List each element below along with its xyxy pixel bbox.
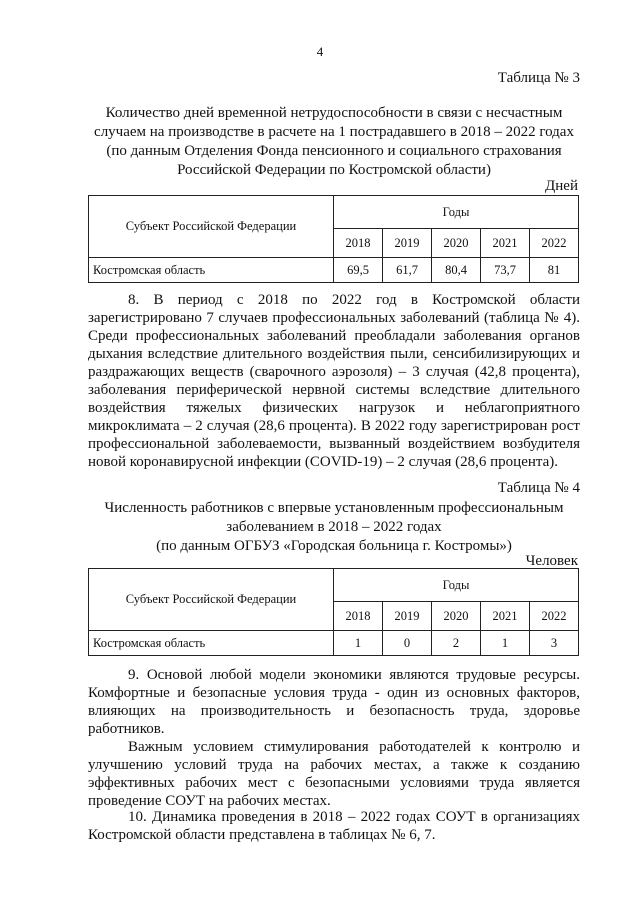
table3-region-cell: Костромская область: [89, 258, 334, 283]
table4-caption-line: (по данным ОГБУЗ «Городская больница г. Костромы»): [156, 538, 512, 554]
table4-years-header: Годы: [334, 569, 579, 602]
table4-value-cell: 1: [481, 631, 530, 656]
table3-subject-header: Субъект Российской Федерации: [89, 196, 334, 258]
table3-years-header: Годы: [334, 196, 579, 229]
paragraph-9b: [88, 738, 580, 810]
table3-unit: Дней: [545, 178, 578, 194]
table3-caption: [88, 104, 580, 180]
table4-value-cell: 2: [432, 631, 481, 656]
table4-value-cell: 1: [334, 631, 383, 656]
table4-region-cell: Костромская область: [89, 631, 334, 656]
table3-value-cell: 69,5: [334, 258, 383, 283]
table3-year-header: 2018: [334, 229, 383, 258]
table4-year-header: 2021: [481, 602, 530, 631]
table3-year-header: 2019: [383, 229, 432, 258]
table4-year-header: 2018: [334, 602, 383, 631]
table4: [88, 568, 579, 656]
table-row: [89, 258, 579, 283]
table3-caption-line: Российской Федерации по Костромской области): [177, 162, 491, 178]
table3: [88, 195, 579, 283]
table3-caption-line: (по данным Отделения Фонда пенсионного и социального страхования: [106, 143, 562, 159]
table3-value-cell: 81: [530, 258, 579, 283]
table4-unit: Человек: [525, 553, 578, 569]
table4-year-header: 2019: [383, 602, 432, 631]
paragraph-8: [88, 291, 580, 471]
paragraph-10: [88, 808, 580, 844]
table4-label: Таблица № 4: [497, 480, 580, 496]
table3-caption-line: случаем на производстве в расчете на 1 пострадавшего в 2018 – 2022 годах: [94, 124, 574, 140]
paragraph-9: [88, 666, 580, 738]
table3-year-header: 2020: [432, 229, 481, 258]
table4-caption-line: заболеванием в 2018 – 2022 годах: [226, 519, 442, 535]
paragraph-9b-text: Важным условием стимулирования работодателей к контролю и улучшению условий труда на рабочих местах, а также к созданию эффективных рабочих мест с безопасными условиями труда является проведение СОУТ на рабочих местах.: [88, 739, 580, 809]
table4-subject-header: Субъект Российской Федерации: [89, 569, 334, 631]
table4-value-cell: 3: [530, 631, 579, 656]
paragraph-9-text: 9. Основой любой модели экономики являются трудовые ресурсы. Комфортные и безопасные условия труда - один из основных факторов, влияющих на производительность и безопасность труда, здоровье работников.: [88, 667, 580, 737]
table3-year-header: 2022: [530, 229, 579, 258]
table3-year-header: 2021: [481, 229, 530, 258]
table4-year-header: 2020: [432, 602, 481, 631]
table4-year-header: 2022: [530, 602, 579, 631]
table3-label: Таблица № 3: [497, 70, 580, 86]
table3-value-cell: 61,7: [383, 258, 432, 283]
table-row: [89, 631, 579, 656]
table3-caption-line: Количество дней временной нетрудоспособности в связи с несчастным: [105, 105, 563, 121]
paragraph-8-text: 8. В период с 2018 по 2022 год в Костромской области зарегистрировано 7 случаев профессиональных заболеваний (таблица № 4). Среди профессиональных заболеваний преобладали заболевания органов дыхания вследствие длительного воздействия пыли, сенсибилизирующих и раздражающих веществ (сварочного аэрозоля) – 3 случая (42,8 процента), заболевания периферической нервной системы вследствие длительного воздействия тяжелых физических нагрузок и неблагоприятного микроклимата – 2 случая (28,6 процента). В 2022 году зарегистрирован рост профессиональной заболеваемости, вызванный воздействием возбудителя новой коронавирусной инфекции (COVID-19) – 2 случая (28,6 процента).: [88, 292, 580, 470]
table4-caption: [88, 499, 580, 556]
paragraph-10-text: 10. Динамика проведения в 2018 – 2022 годах СОУТ в организациях Костромской области представлена в таблицах № 6, 7.: [88, 809, 580, 843]
page-number: 4: [316, 44, 324, 59]
table4-value-cell: 0: [383, 631, 432, 656]
table4-caption-line: Численность работников с впервые установленным профессиональным: [104, 500, 564, 516]
table3-value-cell: 73,7: [481, 258, 530, 283]
table3-value-cell: 80,4: [432, 258, 481, 283]
